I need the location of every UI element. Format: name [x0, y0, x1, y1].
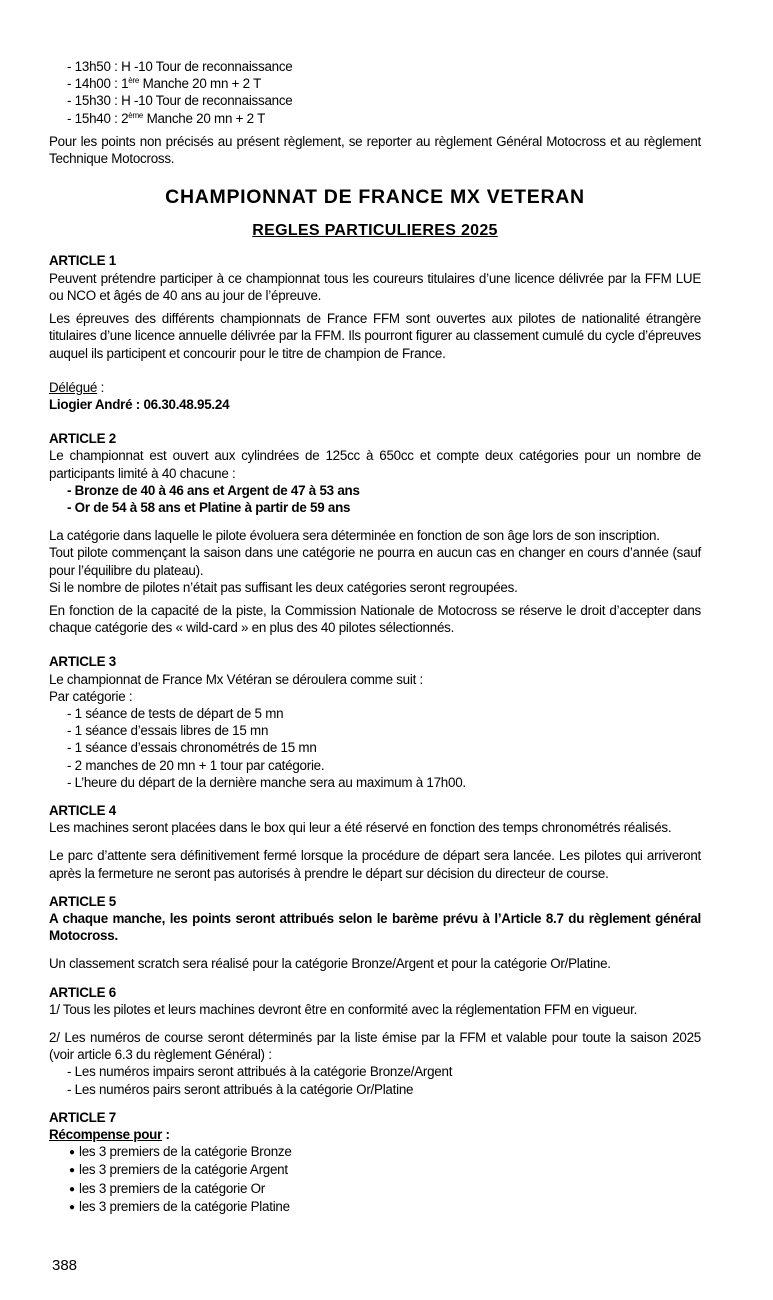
article-7	[49, 1109, 701, 1216]
article-6	[49, 984, 701, 1098]
bullet-icon: ●	[69, 1147, 75, 1159]
paragraph: Un classement scratch sera réalisé pour la catégorie Bronze/Argent et pour la catégorie Or/Platine.	[49, 956, 611, 972]
paragraph: 1/ Tous les pilotes et leurs machines devront être en conformité avec la réglementation FFM en vigueur.	[49, 1001, 638, 1017]
paragraph: 2/ Les numéros de course seront déterminés par la liste émise par la FFM et valable pour toute la saison 2025 (voir article 6.3 du règlement Général) :	[49, 1030, 701, 1063]
reward-label: Récompense pour	[49, 1127, 163, 1143]
list-item: - 2 manches de 20 mn + 1 tour par catégorie.	[67, 757, 325, 773]
paragraph: Peuvent prétendre participer à ce championnat tous les coureurs titulaires d’une licence délivrée par la FFM LUE ou NCO et âgés de 40 ans au jour de l’épreuve.	[49, 270, 701, 303]
list-item: - 1 séance de tests de départ de 5 mn	[67, 705, 284, 721]
schedule-item: - 15h30 : H -10 Tour de reconnaissance	[67, 93, 293, 109]
article-heading: ARTICLE 5	[49, 893, 116, 909]
list-item: ● les 3 premiers de la catégorie Platine	[69, 1198, 701, 1216]
page-title: CHAMPIONNAT DE FRANCE MX VETERAN	[165, 186, 585, 209]
delegate-label: Délégué	[49, 379, 98, 395]
bullet-icon: ●	[69, 1165, 75, 1177]
bullet-icon: ●	[69, 1201, 75, 1213]
paragraph: En fonction de la capacité de la piste, la Commission Nationale de Motocross se réserve le droit d’accepter dans chaque catégorie des « wild-card » en plus des 40 pilotes sélectionnés.	[49, 602, 701, 636]
paragraph: Tout pilote commençant la saison dans une catégorie ne pourra en aucun cas en changer en cours d’année (sauf pour l’équilibre du plateau).	[49, 545, 701, 578]
article-5	[49, 893, 701, 973]
delegate-contact: Liogier André : 06.30.48.95.24	[49, 396, 230, 412]
schedule-item: - 13h50 : H -10 Tour de reconnaissance	[67, 59, 293, 74]
category-item: - Bronze de 40 à 46 ans et Argent de 47 à 53 ans	[67, 482, 360, 498]
intro-note: Pour les points non précisés au présent règlement, se reporter au règlement Général Motocross et au règlement Technique Motocross.	[49, 133, 701, 167]
bullet-icon: ●	[69, 1183, 75, 1195]
paragraph: A chaque manche, les points seront attribués selon le barème prévu à l’Article 8.7 du règlement général Motocross.	[49, 910, 701, 944]
schedule-list	[49, 58, 701, 127]
list-item: ● les 3 premiers de la catégorie Bronze	[69, 1143, 701, 1161]
article-heading: ARTICLE 6	[49, 984, 116, 1000]
paragraph: Par catégorie :	[49, 688, 133, 704]
reward-line: Récompense pour :	[49, 1127, 170, 1143]
article-heading: ARTICLE 3	[49, 654, 116, 670]
page-subtitle: REGLES PARTICULIERES 2025	[252, 222, 498, 240]
paragraph: Le parc d’attente sera définitivement fermé lorsque la procédure de départ sera lancée. Les pilotes qui arriveront après la fermeture ne seront pas autorisés à prendre le départ sur décision du directeur de course.	[49, 848, 701, 881]
schedule-item: - 14h00 : 1ère Manche 20 mn + 2 T	[67, 76, 262, 92]
article-4	[49, 802, 701, 882]
article-1	[49, 252, 701, 413]
category-item: - Or de 54 à 58 ans et Platine à partir de 59 ans	[67, 499, 351, 515]
page-number: 388	[52, 1257, 78, 1274]
delegate-line: Délégué :	[49, 379, 105, 395]
article-heading: ARTICLE 2	[49, 431, 116, 447]
list-item: - L’heure du départ de la dernière manche sera au maximum à 17h00.	[67, 774, 466, 790]
list-item: ● les 3 premiers de la catégorie Or	[69, 1180, 701, 1198]
paragraph: Le championnat est ouvert aux cylindrées de 125cc à 650cc et compte deux catégories pour un nombre de participants limité à 40 chacune :	[49, 448, 701, 481]
article-heading: ARTICLE 7	[49, 1109, 116, 1125]
article-heading: ARTICLE 4	[49, 802, 116, 818]
list-item: - Les numéros impairs seront attribués à la catégorie Bronze/Argent	[67, 1064, 453, 1080]
list-item: - Les numéros pairs seront attribués à la catégorie Or/Platine	[67, 1081, 414, 1097]
session-list	[49, 705, 701, 791]
paragraph: Les machines seront placées dans le box qui leur a été réservé en fonction des temps chronométrés réalisés.	[49, 820, 672, 836]
list-item: - 1 séance d’essais libres de 15 mn	[67, 723, 269, 739]
list-item: - 1 séance d’essais chronométrés de 15 mn	[67, 740, 317, 756]
paragraph: Les épreuves des différents championnats de France FFM sont ouvertes aux pilotes de nationalité étrangère titulaires d’une licence annuelle délivrée par la FFM. Ils pourront figurer au classement cumulé du cycle d’épreuves auquel ils participent et concourir pour le titre de champion de France.	[49, 311, 701, 361]
paragraph: La catégorie dans laquelle le pilote évoluera sera déterminée en fonction de son âge lors de son inscription.	[49, 528, 660, 544]
article-2	[49, 430, 701, 636]
article-3	[49, 653, 701, 791]
schedule-item: - 15h40 : 2ème Manche 20 mn + 2 T	[67, 110, 266, 126]
numbering-list	[49, 1063, 701, 1097]
paragraph: Si le nombre de pilotes n’était pas suffisant les deux catégories seront regroupées.	[49, 579, 518, 595]
paragraph: Le championnat de France Mx Vétéran se déroulera comme suit :	[49, 671, 424, 687]
reward-list	[49, 1143, 701, 1216]
list-item: ● les 3 premiers de la catégorie Argent	[69, 1161, 701, 1179]
article-heading: ARTICLE 1	[49, 253, 116, 269]
